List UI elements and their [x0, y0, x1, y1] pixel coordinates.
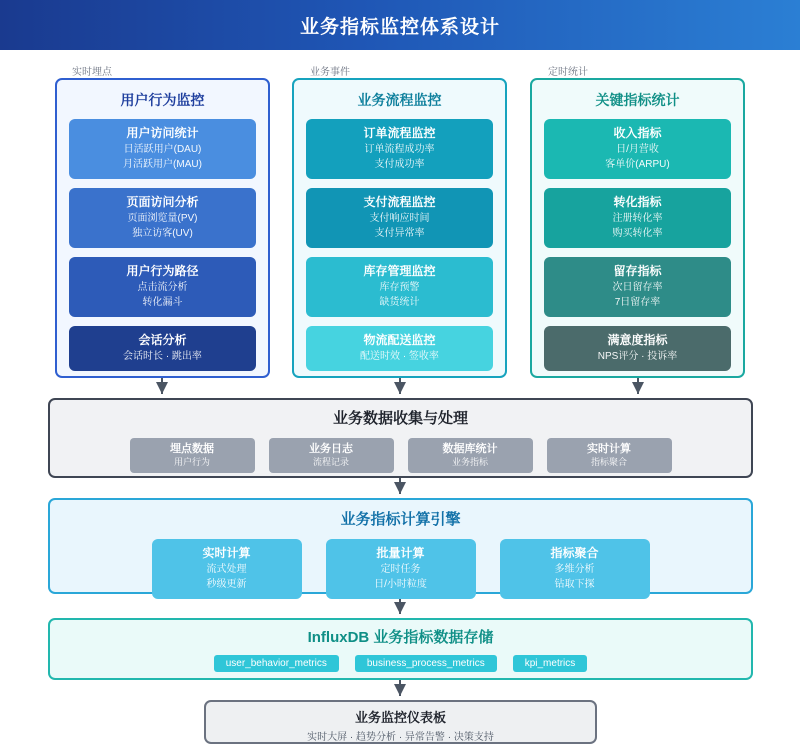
card-title: 订单流程监控: [363, 126, 436, 140]
card-sub-2: 缺货统计: [379, 297, 420, 308]
card-sub-1: 次日留存率: [612, 282, 663, 293]
chip-sub: 指标聚合: [590, 457, 627, 467]
card-sub-2: 月活跃用户(MAU): [123, 159, 202, 170]
card-sub-1: 订单流程成功率: [364, 144, 435, 155]
card-title: 物流配送监控: [363, 333, 436, 347]
card-sub-1: 日活跃用户(DAU): [123, 144, 202, 155]
label-realtime-tracking: 实时埋点: [68, 63, 116, 78]
chip-title: 埋点数据: [170, 443, 214, 455]
section-title: 业务数据收集与处理: [332, 410, 468, 427]
chip-database-stats[interactable]: [408, 438, 533, 473]
card-sub-2: 钻取下探: [554, 579, 595, 590]
chip-sub: 用户行为: [173, 457, 210, 467]
section-influxdb-storage: [48, 618, 753, 680]
card-sub-2: 支付成功率: [374, 159, 425, 170]
card-title: 实时计算: [202, 546, 251, 560]
section-title: InfluxDB 业务指标数据存储: [307, 629, 494, 646]
card-sub-1: 定时任务: [380, 564, 421, 575]
chip-sub: 业务指标: [451, 457, 488, 467]
chip-business-log[interactable]: [269, 438, 394, 473]
card-sub-1: 注册转化率: [612, 213, 663, 224]
card-title: 转化指标: [613, 195, 662, 209]
dashboard-sub: 实时大屏 · 趋势分析 · 异常告警 · 决策支持: [307, 732, 494, 743]
card-sub-1: 流式处理: [206, 564, 247, 575]
card-title: 批量计算: [376, 546, 425, 560]
card-title: 指标聚合: [550, 546, 599, 560]
panel-title: 关键指标统计: [595, 92, 680, 108]
card-sub-1: 页面浏览量(PV): [127, 213, 198, 224]
card-sub-2: 日/小时粒度: [374, 579, 427, 590]
card-sub-1: 会话时长 · 跳出率: [123, 351, 202, 362]
card-title: 用户访问统计: [126, 126, 199, 140]
card-sub-2: 客单价(ARPU): [605, 159, 670, 170]
panel-title: 用户行为监控: [120, 92, 205, 108]
chip-realtime-compute[interactable]: [547, 438, 672, 473]
card-sub-2: 7日留存率: [614, 297, 661, 308]
card-sub-2: 秒级更新: [206, 579, 247, 590]
collection-chip-row: [50, 438, 751, 473]
card-title: 留存指标: [613, 264, 662, 278]
card-title: 满意度指标: [607, 333, 668, 347]
card-sub-2: 购买转化率: [612, 228, 663, 239]
chip-sub: 流程记录: [312, 457, 349, 467]
section-data-collection: [48, 398, 753, 478]
card-sub-2: 转化漏斗: [142, 297, 183, 308]
card-sub-1: 多维分析: [554, 564, 595, 575]
storage-tag-row: [50, 655, 751, 672]
card-sub-2: 独立访客(UV): [132, 228, 193, 239]
section-title: 业务指标计算引擎: [340, 511, 461, 528]
dashboard-title: 业务监控仪表板: [354, 710, 446, 725]
card-sub-1: 库存预警: [379, 282, 420, 293]
card-sub-1: 日/月营收: [616, 144, 659, 155]
card-title: 用户行为路径: [126, 264, 199, 278]
label-scheduled-stats: 定时统计: [544, 63, 592, 78]
card-sub-1: NPS评分 · 投诉率: [597, 351, 678, 362]
tag-business-process-metrics[interactable]: business_process_metrics: [355, 655, 497, 672]
label-business-event: 业务事件: [306, 63, 354, 78]
chip-tracking-data[interactable]: [130, 438, 255, 473]
card-title: 库存管理监控: [363, 264, 436, 278]
card-title: 支付流程监控: [363, 195, 436, 209]
card-sub-1: 支付响应时间: [369, 213, 430, 224]
page-title: 业务指标监控体系设计: [299, 16, 500, 38]
section-dashboard[interactable]: [204, 700, 597, 744]
panel-title: 业务流程监控: [357, 92, 442, 108]
engine-card-realtime[interactable]: [152, 539, 302, 599]
section-metrics-engine: [48, 498, 753, 594]
tag-user-behavior-metrics[interactable]: user_behavior_metrics: [214, 655, 339, 672]
engine-card-batch[interactable]: [326, 539, 476, 599]
chip-title: 实时计算: [587, 443, 631, 455]
card-title: 会话分析: [138, 333, 187, 347]
card-sub-1: 点击流分析: [137, 282, 188, 293]
engine-card-row: [50, 539, 751, 599]
card-sub-2: 支付异常率: [374, 228, 425, 239]
engine-card-aggregation[interactable]: [500, 539, 650, 599]
card-title: 收入指标: [613, 126, 662, 140]
card-sub-1: 配送时效 · 签收率: [360, 351, 439, 362]
chip-title: 数据库统计: [442, 443, 498, 455]
card-title: 页面访问分析: [126, 195, 199, 209]
tag-kpi-metrics[interactable]: kpi_metrics: [513, 655, 588, 672]
chip-title: 业务日志: [309, 443, 353, 455]
